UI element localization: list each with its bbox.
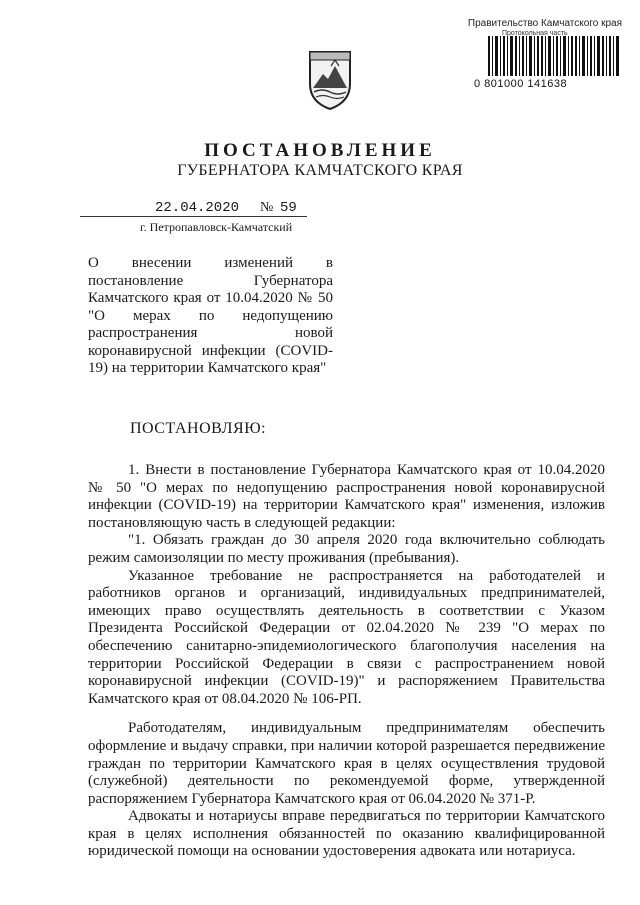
document-subtitle: ГУБЕРНАТОРА КАМЧАТСКОГО КРАЯ [177,162,463,179]
document-title: ПОСТАНОВЛЕНИЕ [204,140,436,161]
number-underline [277,216,307,217]
document-body [88,462,605,861]
body-paragraph: Работодателям, индивидуальным предпринимателям обеспечить оформление и выдачу справки, при наличии которой разрешается передвижение граждан по территории Камчатского края в целях осуществления трудовой (служебной) деятельности по рекомендуемой форме, утвержденной распоряжением Губернатора Камчатского края от 06.04.2020 № 371-Р. [88,720,605,807]
coat-of-arms-emblem-icon [305,48,355,112]
body-paragraph: Адвокаты и нотариусы вправе передвигаться по территории Камчатского края в целях исполнения обязанностей по оказанию квалифицированной юридической помощи на основании удостоверения адвоката или нотариуса. [88,808,605,860]
date-number-row [80,200,330,220]
document-number: 59 [280,200,297,216]
stamp-organization: Правительство Камчатского края [467,18,622,29]
barcode-label: Протокольная часть [502,30,568,37]
document-date: 22.04.2020 [155,200,240,216]
resolve-heading: ПОСТАНОВЛЯЮ: [130,420,267,437]
barcode-number: 0 801000 141638 [474,78,568,90]
barcode [474,30,624,92]
body-paragraph: "1. Обязать граждан до 30 апреля 2020 года включительно соблюдать режим самоизоляции по месту проживания (пребывания). [88,532,605,566]
barcode-bars [474,36,624,84]
number-sign: № [260,200,274,215]
body-paragraph: Указанное требование не распространяется на работодателей и работников органов и организаций, индивидуальных предпринимателей, имеющих право осуществлять деятельность в соответствии с Указом Президента Российской Федерации от 02.04.2020 № 239 "О мерах по обеспечению санитарно-эпидемиологического благополучия населения на территории Российской Федерации в связи с распространением новой коронавирусной инфекции (COVID-19)" и распоряжением Правительства Камчатского края от 08.04.2020 № 106-РП. [88,567,605,707]
document-subject: О внесении изменений в постановление Губернатора Камчатского края от 10.04.2020 № 50 "О мерах по недопущению распространения новой коронавирусной инфекции (COVID-19) на территории Камчатского края" [88,255,333,376]
body-paragraph: 1. Внести в постановление Губернатора Камчатского края от 10.04.2020 № 50 "О мерах по недопущению распространения новой коронавирусной инфекции (COVID-19) на территории Камчатского края" изменения, изложив постановляющую часть в следующей редакции: [88,462,605,531]
document-city: г. Петропавловск-Камчатский [140,220,293,234]
date-underline [80,216,305,217]
